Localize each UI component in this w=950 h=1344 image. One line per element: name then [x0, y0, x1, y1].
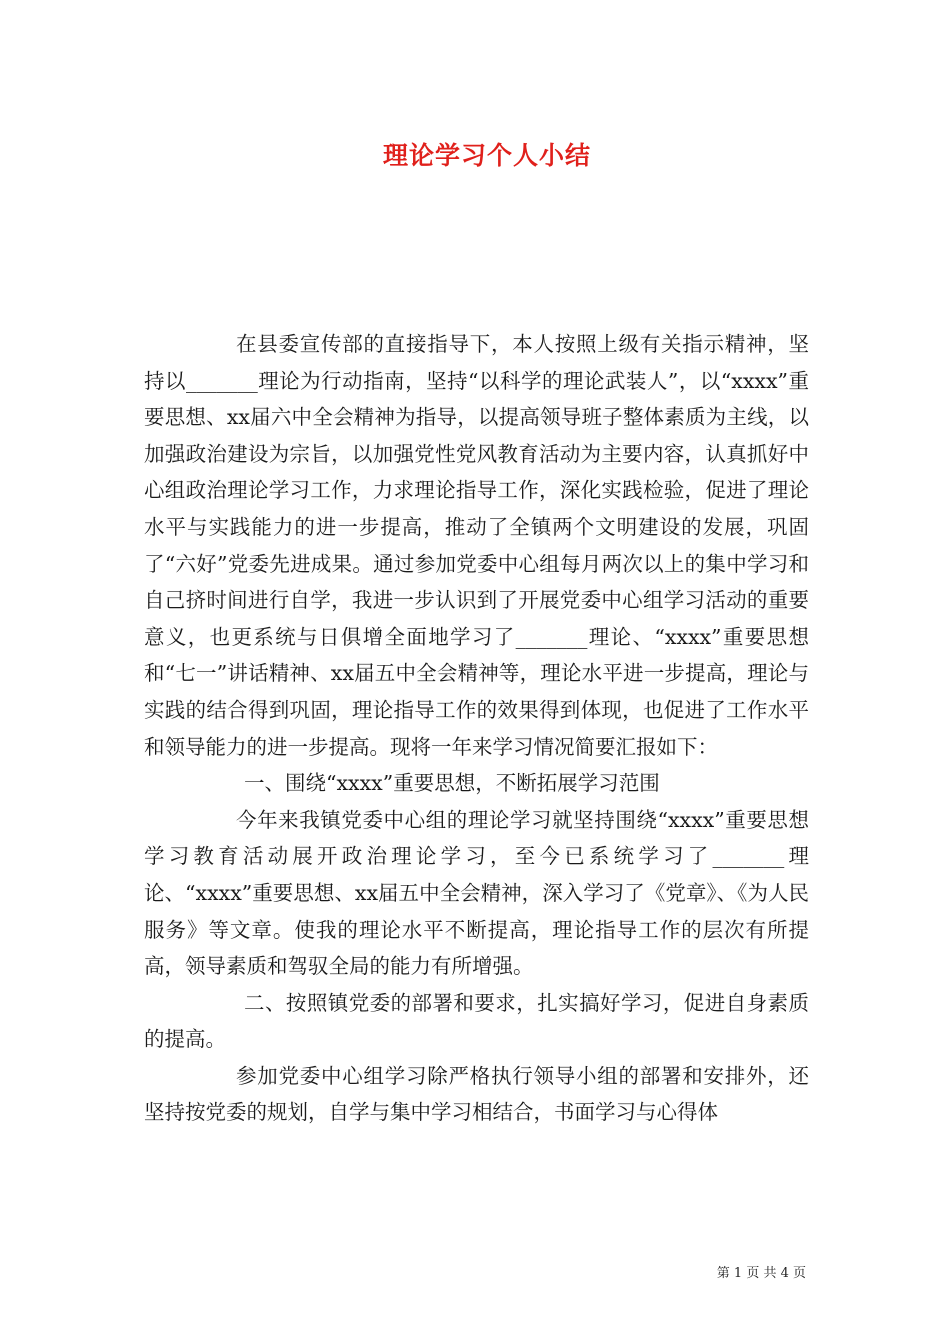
document-title: 理论学习个人小结 — [382, 141, 591, 170]
section-heading-1: 一、围绕“xxxx”重要思想，不断拓展学习范围 — [244, 771, 660, 796]
section-2-paragraph: 参加党委中心组学习除严格执行领导小组的部署和安排外，还坚持按党委的规划，自学与集中学习相结合，书面学习与心得体 — [144, 1063, 809, 1125]
intro-paragraph: 在县委宣传部的直接指导下，本人按照上级有关指示精神，坚持以_______理论为行动指南，坚持“以科学的理论武装人”，以“xxxx”重要思想、xx届六中全会精神为指导，以提高领导班子整体素质为主线，以加强政治建设为宗旨，以加强党性党风教育活动为主要内容，认真抓好中心组政治理论学习工作，力求理论指导工作，深化实践检验，促进了理论水平与实践能力的进一步提高，推动了全镇两个文明建设的发展，巩固了“六好”党委先进成果。通过参加党委中心组每月两次以上的集中学习和自己挤时间进行自学，我进一步认识到了开展党委中心组学习活动的重要意义，也更系统与日俱增全面地学习了_______理论、“xxxx”重要思想和“七一”讲话精神、xx届五中全会精神等，理论水平进一步提高，理论与实践的结合得到巩固，理论指导工作的效果得到体现，也促进了工作水平和领导能力的进一步提高。现将一年来学习情况简要汇报如下： — [144, 332, 809, 759]
page-number-footer: 第 1 页 共 4 页 — [716, 1266, 806, 1281]
section-1-paragraph: 今年来我镇党委中心组的理论学习就坚持围绕“xxxx”重要思想学习教育活动展开政治理论学习，至今已系统学习了_______理论、“xxxx”重要思想、xx届五中全会精神，深入学习了《党章》、《为人民服务》等文章。使我的理论水平不断提高，理论指导工作的层次有所提高，领导素质和驾驭全局的能力有所增强。 — [144, 807, 809, 979]
section-heading-2: 二、按照镇党委的部署和要求，扎实搞好学习，促进自身素质的提高。 — [144, 990, 809, 1052]
document-body — [144, 326, 809, 1131]
